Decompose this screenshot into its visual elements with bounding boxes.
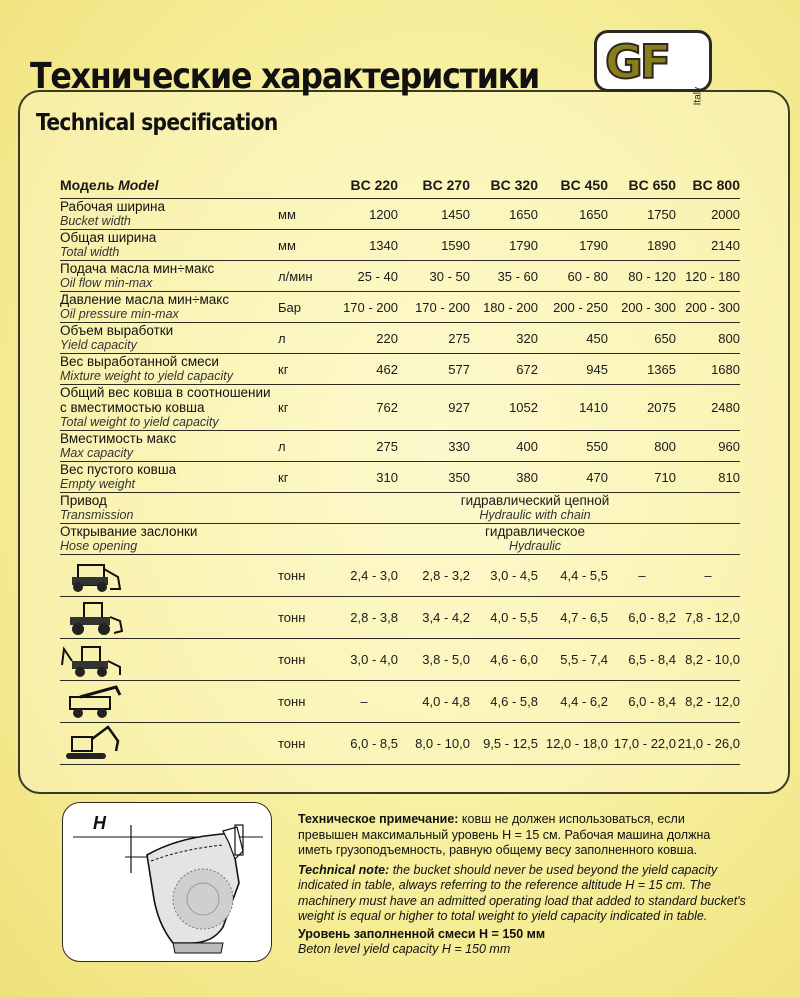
machine-capacity: 6,0 - 8,2 bbox=[608, 597, 676, 639]
spec-unit: кг bbox=[278, 462, 330, 493]
spec-value: 462 bbox=[330, 354, 398, 385]
spec-row bbox=[60, 354, 740, 385]
spec-value: 650 bbox=[608, 323, 676, 354]
spec-value: 275 bbox=[330, 431, 398, 462]
spec-value: 2075 bbox=[608, 385, 676, 431]
spec-value: 1200 bbox=[330, 199, 398, 230]
table-header-row bbox=[60, 172, 740, 199]
telehandler-icon bbox=[60, 681, 124, 722]
machine-capacity: 9,5 - 12,5 bbox=[470, 723, 538, 765]
spec-value: 1650 bbox=[538, 199, 608, 230]
spec-label: Подача масла мин÷макс Oil flow min-max bbox=[60, 261, 278, 292]
spec-value: 1680 bbox=[676, 354, 740, 385]
spec-value: 1052 bbox=[470, 385, 538, 431]
spec-value: 320 bbox=[470, 323, 538, 354]
spec-unit: Бар bbox=[278, 292, 330, 323]
machine-capacity: 8,2 - 12,0 bbox=[676, 681, 740, 723]
spec-label: Общая ширина Total width bbox=[60, 230, 278, 261]
bucket-level-diagram bbox=[63, 803, 271, 961]
spec-value: 762 bbox=[330, 385, 398, 431]
machine-row bbox=[60, 597, 740, 639]
spec-label: Объем выработки Yield capacity bbox=[60, 323, 278, 354]
spec-label: Вес выработанной смеси Mixture weight to yield capacity bbox=[60, 354, 278, 385]
spec-value: 35 - 60 bbox=[470, 261, 538, 292]
machine-capacity: 4,4 - 5,5 bbox=[538, 555, 608, 597]
model-label: Модель Model bbox=[60, 172, 278, 199]
machine-capacity: 2,8 - 3,8 bbox=[330, 597, 398, 639]
spec-value: 200 - 300 bbox=[608, 292, 676, 323]
spec-value-all-models: гидравлический цепной Hydraulic with chain bbox=[330, 493, 740, 524]
spec-value: 330 bbox=[398, 431, 470, 462]
machine-capacity: 4,6 - 5,8 bbox=[470, 681, 538, 723]
spec-value: 1790 bbox=[538, 230, 608, 261]
machine-row bbox=[60, 639, 740, 681]
machine-capacity: 21,0 - 26,0 bbox=[676, 723, 740, 765]
spec-row bbox=[60, 524, 740, 555]
spec-value: 960 bbox=[676, 431, 740, 462]
spec-value: 275 bbox=[398, 323, 470, 354]
spec-value: 25 - 40 bbox=[330, 261, 398, 292]
spec-value: 550 bbox=[538, 431, 608, 462]
spec-label: Открывание заслонки Hose opening bbox=[60, 524, 278, 555]
spec-value: 1340 bbox=[330, 230, 398, 261]
machine-capacity: 4,7 - 6,5 bbox=[538, 597, 608, 639]
machine-cell bbox=[60, 639, 278, 681]
bucket-diagram bbox=[62, 802, 272, 962]
spec-value: 2000 bbox=[676, 199, 740, 230]
h-label: H bbox=[93, 813, 106, 833]
spec-unit: кг bbox=[278, 385, 330, 431]
machine-cell bbox=[60, 681, 278, 723]
spec-value: 1365 bbox=[608, 354, 676, 385]
machine-unit: тонн bbox=[278, 681, 330, 723]
machine-cell bbox=[60, 597, 278, 639]
technical-note bbox=[298, 812, 748, 958]
spec-value: 1790 bbox=[470, 230, 538, 261]
spec-value: 400 bbox=[470, 431, 538, 462]
spec-value: 1410 bbox=[538, 385, 608, 431]
spec-value: 200 - 250 bbox=[538, 292, 608, 323]
spec-value: 470 bbox=[538, 462, 608, 493]
spec-row bbox=[60, 462, 740, 493]
page-subtitle: Technical specification bbox=[36, 110, 278, 136]
spec-value: 170 - 200 bbox=[330, 292, 398, 323]
machine-capacity: 6,0 - 8,4 bbox=[608, 681, 676, 723]
machine-capacity: 8,0 - 10,0 bbox=[398, 723, 470, 765]
model-header: BC 320 bbox=[470, 172, 538, 199]
spec-row bbox=[60, 261, 740, 292]
spec-value: 30 - 50 bbox=[398, 261, 470, 292]
spec-value: 380 bbox=[470, 462, 538, 493]
logo-mark: GF bbox=[605, 35, 669, 89]
level-en: Beton level yield capacity H = 150 mm bbox=[298, 942, 511, 956]
machine-capacity: 4,6 - 6,0 bbox=[470, 639, 538, 681]
level-ru: Уровень заполненной смеси H = 150 мм bbox=[298, 926, 546, 941]
machine-row bbox=[60, 681, 740, 723]
machine-capacity: 6,5 - 8,4 bbox=[608, 639, 676, 681]
spec-row bbox=[60, 230, 740, 261]
machine-capacity: 12,0 - 18,0 bbox=[538, 723, 608, 765]
spec-label: Рабочая ширина Bucket width bbox=[60, 199, 278, 230]
machine-row bbox=[60, 723, 740, 765]
spec-row bbox=[60, 199, 740, 230]
excavator-icon bbox=[60, 723, 124, 764]
logo-country: Italy bbox=[692, 87, 703, 106]
model-header: BC 270 bbox=[398, 172, 470, 199]
spec-label: Давление масла мин÷макс Oil pressure min-max bbox=[60, 292, 278, 323]
spec-value: 800 bbox=[608, 431, 676, 462]
machine-capacity: 4,4 - 6,2 bbox=[538, 681, 608, 723]
spec-unit: л bbox=[278, 431, 330, 462]
model-header: BC 450 bbox=[538, 172, 608, 199]
page-title: Технические характеристики bbox=[30, 56, 539, 97]
machine-capacity: 17,0 - 22,0 bbox=[608, 723, 676, 765]
machine-capacity: 2,8 - 3,2 bbox=[398, 555, 470, 597]
machine-unit: тонн bbox=[278, 597, 330, 639]
model-header: BC 220 bbox=[330, 172, 398, 199]
spec-label: Привод Transmission bbox=[60, 493, 278, 524]
spec-unit: л bbox=[278, 323, 330, 354]
spec-value: 927 bbox=[398, 385, 470, 431]
spec-value: 120 - 180 bbox=[676, 261, 740, 292]
machine-capacity: 5,5 - 7,4 bbox=[538, 639, 608, 681]
machine-capacity: 6,0 - 8,5 bbox=[330, 723, 398, 765]
spec-row bbox=[60, 385, 740, 431]
spec-label: Вместимость макс Max capacity bbox=[60, 431, 278, 462]
machine-capacity: – bbox=[676, 555, 740, 597]
spec-value: 310 bbox=[330, 462, 398, 493]
machine-unit: тонн bbox=[278, 723, 330, 765]
spec-value: 2480 bbox=[676, 385, 740, 431]
spec-unit: мм bbox=[278, 230, 330, 261]
wheel-loader-icon bbox=[60, 597, 124, 638]
machine-capacity: 8,2 - 10,0 bbox=[676, 639, 740, 681]
model-header: BC 800 bbox=[676, 172, 740, 199]
spec-value: 220 bbox=[330, 323, 398, 354]
spec-value: 945 bbox=[538, 354, 608, 385]
machine-capacity: 2,4 - 3,0 bbox=[330, 555, 398, 597]
spec-label: Общий вес ковша в соотношении с вместимостью ковша Total weight to yield capacity bbox=[60, 385, 278, 431]
machine-cell bbox=[60, 723, 278, 765]
machine-capacity: – bbox=[608, 555, 676, 597]
spec-value-all-models: гидравлическое Hydraulic bbox=[330, 524, 740, 555]
spec-unit: л/мин bbox=[278, 261, 330, 292]
spec-value: 450 bbox=[538, 323, 608, 354]
machine-unit: тонн bbox=[278, 555, 330, 597]
note-en: Technical note: the bucket should never be used beyond the yield capacity indicated in table, always referring to the reference altitude H = 15 cm. The machinery must have an admitted operating load that added to standard bucket's weight is equal or higher to total weight to yield capacity indicated in table. bbox=[298, 862, 746, 923]
machine-capacity: 3,8 - 5,0 bbox=[398, 639, 470, 681]
machine-unit: тонн bbox=[278, 639, 330, 681]
spec-unit: мм bbox=[278, 199, 330, 230]
spec-value: 1450 bbox=[398, 199, 470, 230]
spec-value: 170 - 200 bbox=[398, 292, 470, 323]
spec-row bbox=[60, 292, 740, 323]
skid-steer-loader-icon bbox=[60, 555, 124, 596]
spec-label: Вес пустого ковша Empty weight bbox=[60, 462, 278, 493]
model-header: BC 650 bbox=[608, 172, 676, 199]
spec-value: 60 - 80 bbox=[538, 261, 608, 292]
note-ru: Техническое примечание: ковш не должен использоваться, если превышен максимальный уровень H = 15 см. Рабочая машина должна иметь грузоподъемность, равную общему весу заполненного ковша. bbox=[298, 812, 711, 857]
spec-value: 710 bbox=[608, 462, 676, 493]
spec-value: 577 bbox=[398, 354, 470, 385]
spec-value: 2140 bbox=[676, 230, 740, 261]
gf-logo bbox=[594, 30, 712, 106]
machine-cell bbox=[60, 555, 278, 597]
spec-value: 810 bbox=[676, 462, 740, 493]
machine-row bbox=[60, 555, 740, 597]
spec-value: 1750 bbox=[608, 199, 676, 230]
machine-capacity: 7,8 - 12,0 bbox=[676, 597, 740, 639]
spec-row bbox=[60, 323, 740, 354]
machine-capacity: 3,4 - 4,2 bbox=[398, 597, 470, 639]
spec-value: 1890 bbox=[608, 230, 676, 261]
spec-table bbox=[60, 172, 740, 765]
spec-row bbox=[60, 431, 740, 462]
spec-value: 800 bbox=[676, 323, 740, 354]
spec-row bbox=[60, 493, 740, 524]
spec-value: 1590 bbox=[398, 230, 470, 261]
backhoe-loader-icon bbox=[60, 639, 124, 680]
spec-value: 350 bbox=[398, 462, 470, 493]
machine-capacity: 3,0 - 4,0 bbox=[330, 639, 398, 681]
spec-value: 672 bbox=[470, 354, 538, 385]
spec-value: 80 - 120 bbox=[608, 261, 676, 292]
spec-unit: кг bbox=[278, 354, 330, 385]
spec-value: 200 - 300 bbox=[676, 292, 740, 323]
spec-value: 180 - 200 bbox=[470, 292, 538, 323]
spec-value: 1650 bbox=[470, 199, 538, 230]
machine-capacity: – bbox=[330, 681, 398, 723]
machine-capacity: 4,0 - 4,8 bbox=[398, 681, 470, 723]
machine-capacity: 4,0 - 5,5 bbox=[470, 597, 538, 639]
machine-capacity: 3,0 - 4,5 bbox=[470, 555, 538, 597]
